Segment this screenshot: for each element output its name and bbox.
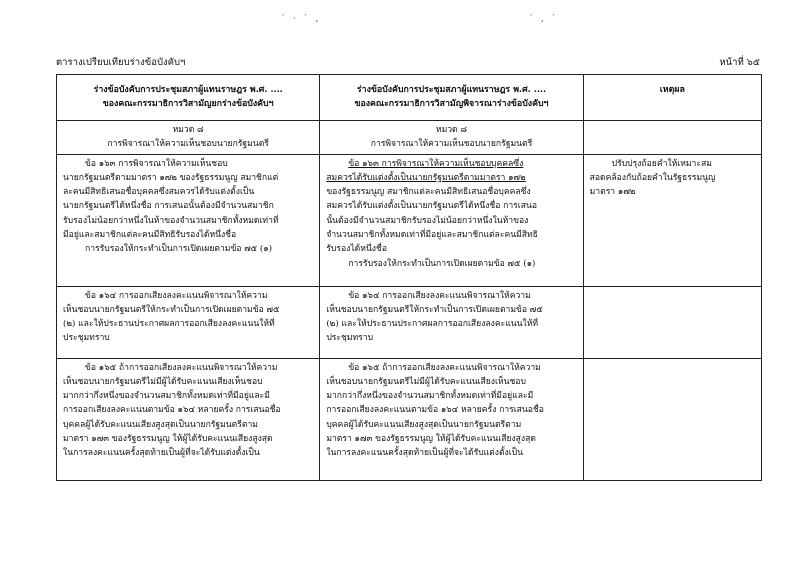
scan-mark-right: ′ , ′: [530, 14, 558, 24]
section-cell-reason: [583, 121, 761, 155]
document-header: [56, 55, 760, 69]
text-line: ประชุมทราบ: [63, 333, 110, 344]
document-title: ตารางเปรียบเทียบร่างข้อบังคับฯ: [56, 57, 186, 68]
text-line: มาตรา ๑๗๓ ของรัฐธรรมนูญ ให้ผู้ได้รับคะแนนเสียงสูงสุด: [326, 434, 536, 445]
text-line: การออกเสียงลงคะแนนตามข้อ ๑๖๔ หลายครั้ง การเสนอชื่อ: [63, 405, 281, 416]
page-number: หน้าที่ ๖๕: [719, 57, 760, 68]
column-header-draft-line1: ร่างข้อบังคับการประชุมสภาผู้แทนราษฎร พ.ศ. ....: [93, 85, 283, 95]
text-line: เห็นชอบนายกรัฐมนตรีให้กระทำเป็นการเปิดเผยตามข้อ ๗๕: [326, 304, 543, 315]
scan-mark-left: ′ · ′ ,: [282, 14, 322, 24]
table-header-row: [57, 75, 762, 121]
text-line: เห็นชอบนายกรัฐมนตรีไม่มีผู้ได้รับคะแนนเสียงเห็นชอบ: [326, 376, 526, 387]
table-row: [57, 358, 762, 480]
text-line: มากกว่ากึ่งหนึ่งของจำนวนสมาชิกทั้งหมดเท่าที่มีอยู่และมี: [326, 391, 534, 402]
clause-163-draft: [57, 154, 320, 286]
text-line: เห็นชอบนายกรัฐมนตรีให้กระทำเป็นการเปิดเผยตามข้อ ๗๕: [63, 304, 280, 315]
text-line: นายกรัฐมนตรีได้หนึ่งชื่อ การเสนอนั้นต้องมีจำนวนสมาชิก: [63, 201, 274, 212]
clause-163-review: [320, 154, 583, 286]
comparison-table: [56, 74, 762, 481]
section-title: การพิจารณาให้ความเห็นชอบนายกรัฐมนตรี: [107, 139, 269, 150]
text-line: ข้อ ๑๖๔ การออกเสียงลงคะแนนพิจารณาให้ความ: [85, 290, 268, 301]
column-header-reason: เหตุผล: [583, 75, 761, 121]
text-line: ละคนมีสิทธิเสนอชื่อบุคคลซึ่งสมควรได้รับแต่งตั้งเป็น: [63, 187, 255, 198]
text-line: รับรองได้หนึ่งชื่อ: [326, 244, 387, 255]
text-line: (๒) และให้ประธานประกาศผลการออกเสียงลงคะแนนให้ที่: [63, 319, 275, 330]
text-line: การรับรองให้กระทำเป็นการเปิดเผยตามข้อ ๗๕ (๑): [348, 258, 536, 269]
clause-164-draft: [57, 286, 320, 358]
section-row: [57, 121, 762, 155]
clause-164-reason: [583, 286, 761, 358]
text-line: บุคคลผู้ได้รับคะแนนเสียงสูงสุดเป็นนายกรัฐมนตรีตาม: [63, 419, 258, 430]
column-header-review-line1: ร่างข้อบังคับการประชุมสภาผู้แทนราษฎร พ.ศ. ....: [356, 85, 547, 95]
text-line: นายกรัฐมนตรีตามมาตรา ๑๗๒ ของรัฐธรรมนูญ สมาชิกแต่: [63, 172, 279, 183]
section-cell-draft: [57, 121, 320, 155]
column-header-review-line2: ของคณะกรรมาธิการวิสามัญพิจารณาร่างข้อบังคับฯ: [354, 99, 549, 109]
section-title: การพิจารณาให้ความเห็นชอบนายกรัฐมนตรี: [370, 139, 533, 150]
clause-165-draft: [57, 358, 320, 480]
text-line: ในการลงคะแนนครั้งสุดท้ายเป็นผู้ที่จะได้รับแต่งตั้งเป็น: [63, 448, 260, 459]
section-cell-review: [320, 121, 583, 155]
section-number: หมวด ๘: [172, 125, 204, 135]
table-row: [57, 154, 762, 286]
clause-164-review: [320, 286, 583, 358]
text-line: ข้อ ๑๖๓ การพิจารณาให้ความเห็นชอบบุคคลซึ่ง: [348, 158, 524, 169]
table-row: [57, 286, 762, 358]
column-header-draft: [57, 75, 320, 121]
text-line: ข้อ ๑๖๕ ถ้าการออกเสียงลงคะแนนพิจารณาให้ความ: [85, 362, 278, 373]
text-line: รับรองไม่น้อยกว่าหนึ่งในห้าของจำนวนสมาชิกทั้งหมดเท่าที่: [63, 215, 279, 226]
clause-165-reason: [583, 358, 761, 480]
column-header-review: [320, 75, 583, 121]
text-line: มาตรา ๑๗๓ ของรัฐธรรมนูญ ให้ผู้ได้รับคะแนนเสียงสูงสุด: [63, 434, 273, 445]
text-line: สอดคล้องกับถ้อยคำในรัฐธรรมนูญ: [589, 172, 716, 183]
text-line: สมควรได้รับแต่งตั้งเป็นนายกรัฐมนตรีได้หนึ่งชื่อ การเสนอ: [326, 201, 538, 212]
text-line: ของรัฐธรรมนูญ สมาชิกแต่ละคนมีสิทธิเสนอชื่อบุคคลซึ่ง: [326, 187, 531, 198]
text-line: ปรับปรุงถ้อยคำให้เหมาะสม: [611, 158, 712, 169]
text-line: สมควรได้รับแต่งตั้งเป็นนายกรัฐมนตรีตามมาตรา ๑๗๒: [326, 172, 526, 183]
clause-163-reason: [583, 154, 761, 286]
text-line: บุคคลผู้ได้รับคะแนนเสียงสูงสุดเป็นนายกรัฐมนตรีตาม: [326, 419, 522, 430]
text-line: มาตรา ๑๗๒: [589, 187, 636, 198]
text-line: ข้อ ๑๖๔ การออกเสียงลงคะแนนพิจารณาให้ความ: [348, 290, 531, 301]
text-line: นั้นต้องมีจำนวนสมาชิกรับรองไม่น้อยกว่าหนึ่งในห้าของ: [326, 215, 529, 226]
text-line: มีอยู่และสมาชิกแต่ละคนมีสิทธิรับรองได้หนึ่งชื่อ: [63, 230, 237, 241]
clause-165-review: [320, 358, 583, 480]
text-line: มากกว่ากึ่งหนึ่งของจำนวนสมาชิกทั้งหมดเท่าที่มีอยู่และมี: [63, 391, 270, 402]
text-line: เห็นชอบนายกรัฐมนตรีไม่มีผู้ได้รับคะแนนเสียงเห็นชอบ: [63, 376, 263, 387]
section-number: หมวด ๘: [435, 125, 468, 135]
text-line: (๒) และให้ประธานประกาศผลการออกเสียงลงคะแนนให้ที่: [326, 319, 539, 330]
text-line: ประชุมทราบ: [326, 333, 374, 344]
column-header-draft-line2: ของคณะกรรมาธิการวิสามัญยกร่างข้อบังคับฯ: [102, 99, 274, 109]
text-line: ข้อ ๑๖๓ การพิจารณาให้ความเห็นชอบ: [85, 158, 228, 169]
text-line: ข้อ ๑๖๕ ถ้าการออกเสียงลงคะแนนพิจารณาให้ความ: [348, 362, 541, 373]
text-line: ในการลงคะแนนครั้งสุดท้ายเป็นผู้ที่จะได้รับแต่งตั้งเป็น: [326, 448, 524, 459]
text-line: จำนวนสมาชิกทั้งหมดเท่าที่มีอยู่และสมาชิกแต่ละคนมีสิทธิ: [326, 230, 538, 241]
text-line: การรับรองให้กระทำเป็นการเปิดเผยตามข้อ ๗๕ (๑): [85, 244, 273, 255]
text-line: การออกเสียงลงคะแนนตามข้อ ๑๖๔ หลายครั้ง การเสนอชื่อ: [326, 405, 544, 416]
